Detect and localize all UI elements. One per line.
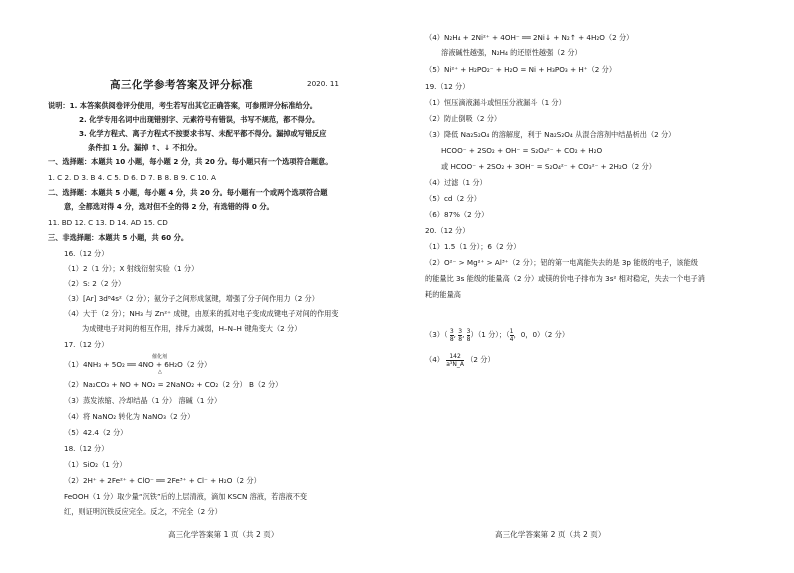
q20-part3: （3）（ $\frac{3}{8}$ , $\frac{3}{8}$ , $\frac{3}{8}$ ）（1 分）；（ $\frac{1}{4}$ ，0，0）（2 分） xyxy=(425,327,570,343)
q18-part2-cont: FeOOH（1 分）取少量“沉铁”后的上层清液，滴加 KSCN 溶液，若溶液不变 xyxy=(64,492,308,501)
q17-part3: （3）蒸发浓缩、冷却结晶（1 分） 溶碱（1 分） xyxy=(64,396,222,405)
section-two-answers: 11. BD 12. C 13. D 14. AD 15. CD xyxy=(48,218,168,227)
q16-part4: （4）大于（2 分）；NH₃ 与 Zn²⁺ 成键，由原来的孤对电子变成成键电子对间的作用变 xyxy=(64,309,339,318)
q19-part3: （3）降低 Na₂S₂O₄ 的溶解度，利于 Na₂S₂O₄ 从混合溶剂中结晶析出（2 分） xyxy=(425,130,676,139)
q18-part1: （1）SiO₂（1 分） xyxy=(64,460,127,469)
page-two-footer: 高三化学答案第 2 页（共 2 页） xyxy=(495,530,606,539)
q20-part3-tail: ，0，0）（2 分） xyxy=(513,330,570,339)
page-two xyxy=(425,0,775,573)
q18-part4: （4）N₂H₄ + 2Ni²⁺ + 4OH⁻ ══ 2Ni↓ + N₂↑ + 4H₂O（2 分） xyxy=(425,33,634,42)
q20-heading: 20.（12 分） xyxy=(425,226,470,235)
catalyst-label: 催化剂 xyxy=(152,354,168,360)
q16-part2: （2）S: 2（2 分） xyxy=(64,279,126,288)
page-title: 高三化学参考答案及评分标准 xyxy=(110,79,253,91)
note-line-2: 2. 化学专用名词中出现错别字、元素符号有错误，书写不规范，都不得分。 xyxy=(79,115,320,124)
q20-part2-cont: 的能量比 3s 能级的能量高（2 分）或镁的价电子排布为 3s² 相对稳定，失去一个电子消 xyxy=(425,274,705,283)
q18-part4-cont: 溶液碱性越强，N₂H₄ 的还原性越强（2 分） xyxy=(441,48,582,57)
q19-part6: （6）87%（2 分） xyxy=(425,210,489,219)
note-line-4: 条件扣 1 分。漏掉 ↑、↓ 不扣分。 xyxy=(88,143,202,152)
q20-part2-cont2: 耗的能量高 xyxy=(425,290,461,299)
fraction-c: $\frac{3}{8}$ xyxy=(466,327,471,343)
q16-heading: 16.（12 分） xyxy=(64,249,109,258)
page-one-footer: 高三化学答案第 1 页（共 2 页） xyxy=(168,530,279,539)
q20-part4 xyxy=(425,352,495,368)
q19-part3-eq2: 或 HCOO⁻ + 2SO₂ + 3OH⁻ = S₂O₄²⁻ + CO₃²⁻ + 2H₂O（2 分） xyxy=(441,162,656,171)
note-line-3: 3. 化学方程式、离子方程式不按要求书写、未配平都不得分。漏掉或写错反应 xyxy=(79,129,327,138)
q17-part2: （2）Na₂CO₃ + NO + NO₂ = 2NaNO₂ + CO₂（2 分） B（2 分） xyxy=(64,380,283,389)
q17-part4: （4）将 NaNO₂ 转化为 NaNO₃（2 分） xyxy=(64,412,195,421)
fraction-a: $\frac{3}{8}$ xyxy=(449,327,454,343)
q18-part2: （2）2H⁺ + 2Fe²⁺ + ClO⁻ ══ 2Fe³⁺ + Cl⁻ + H₂O（2 分） xyxy=(64,476,261,485)
q16-part1: （1）2（1 分）；X 射线衍射实验（1 分） xyxy=(64,264,199,273)
note-line-1: 说明：1. 本答案供阅卷评分使用，考生若写出其它正确答案，可参照评分标准给分。 xyxy=(48,101,317,110)
page-one xyxy=(48,0,403,573)
q20-part3-prefix: （3）（ xyxy=(425,330,448,339)
q20-part4-prefix: （4） xyxy=(425,355,444,364)
q16-part4-cont: 为成键电子对间的相互作用，排斥力减弱，H–N–H 键角变大（2 分） xyxy=(82,324,302,333)
section-two-heading-cont: 意，全都选对得 4 分，选对但不全的得 2 分，有选错的得 0 分。 xyxy=(64,202,274,211)
section-one-heading: 一、选择题：本题共 10 小题，每小题 2 分，共 20 分。每小题只有一个选项符合题意。 xyxy=(48,157,333,166)
q19-part5: （5）cd（2 分） xyxy=(425,194,481,203)
q19-part3-eq1: HCOO⁻ + 2SO₂ + OH⁻ = S₂O₄²⁻ + CO₂ + H₂O xyxy=(441,146,603,155)
section-three-heading: 三、非选择题：本题共 5 小题，共 60 分。 xyxy=(48,233,189,242)
heat-label: △ xyxy=(158,369,162,375)
q18-part5: （5）Ni²⁺ + H₂PO₂⁻ + H₂O = Ni + H₃PO₃ + H⁺（2 分） xyxy=(425,65,617,74)
q16-part3: （3）[Ar] 3d⁸4s²（2 分）；氨分子之间形成氢键，增强了分子间作用力（2 分） xyxy=(64,294,319,303)
q20-part2: （2）O²⁻ > Mg²⁺ > Al³⁺（2 分）；铝的第一电离能失去的是 3p 能级的电子，该能级 xyxy=(425,258,698,267)
fraction-b: $\frac{3}{8}$ xyxy=(458,327,463,343)
q19-part2: （2）防止倒吸（2 分） xyxy=(425,114,502,123)
q19-heading: 19.（12 分） xyxy=(425,82,470,91)
q17-part1: （1）4NH₃ + 5O₂ ══ 4NO + 6H₂O（2 分） xyxy=(64,360,212,369)
q17-part5: （5）42.4（2 分） xyxy=(64,428,128,437)
section-two-heading: 二、选择题：本题共 5 小题，每小题 4 分，共 20 分。每小题有一个或两个选项符合题 xyxy=(48,188,328,197)
date-label: 2020. 11 xyxy=(307,79,340,88)
q20-part1: （1）1.5（1 分）；6（2 分） xyxy=(425,242,521,251)
q20-part3-mid: ）（1 分）；（ xyxy=(470,330,510,339)
q17-heading: 17.（12 分） xyxy=(64,340,109,349)
q18-heading: 18.（12 分） xyxy=(64,444,109,453)
q20-part4-tail: （2 分） xyxy=(466,355,495,364)
q19-part4: （4）过滤（1 分） xyxy=(425,178,487,187)
q18-part2-cont2: 红，则证明沉铁反应完全。反之，不完全（2 分） xyxy=(64,507,222,516)
section-one-answers: 1. C 2. D 3. B 4. C 5. D 6. D 7. B 8. B 9. C 10. A xyxy=(48,173,216,182)
fraction-density: $\frac{142}{\text{a³N\_A}}$ xyxy=(446,352,464,368)
q19-part1: （1）恒压滴液漏斗或恒压分液漏斗（1 分） xyxy=(425,98,566,107)
fraction-d: $\frac{1}{4}$ xyxy=(509,327,514,343)
